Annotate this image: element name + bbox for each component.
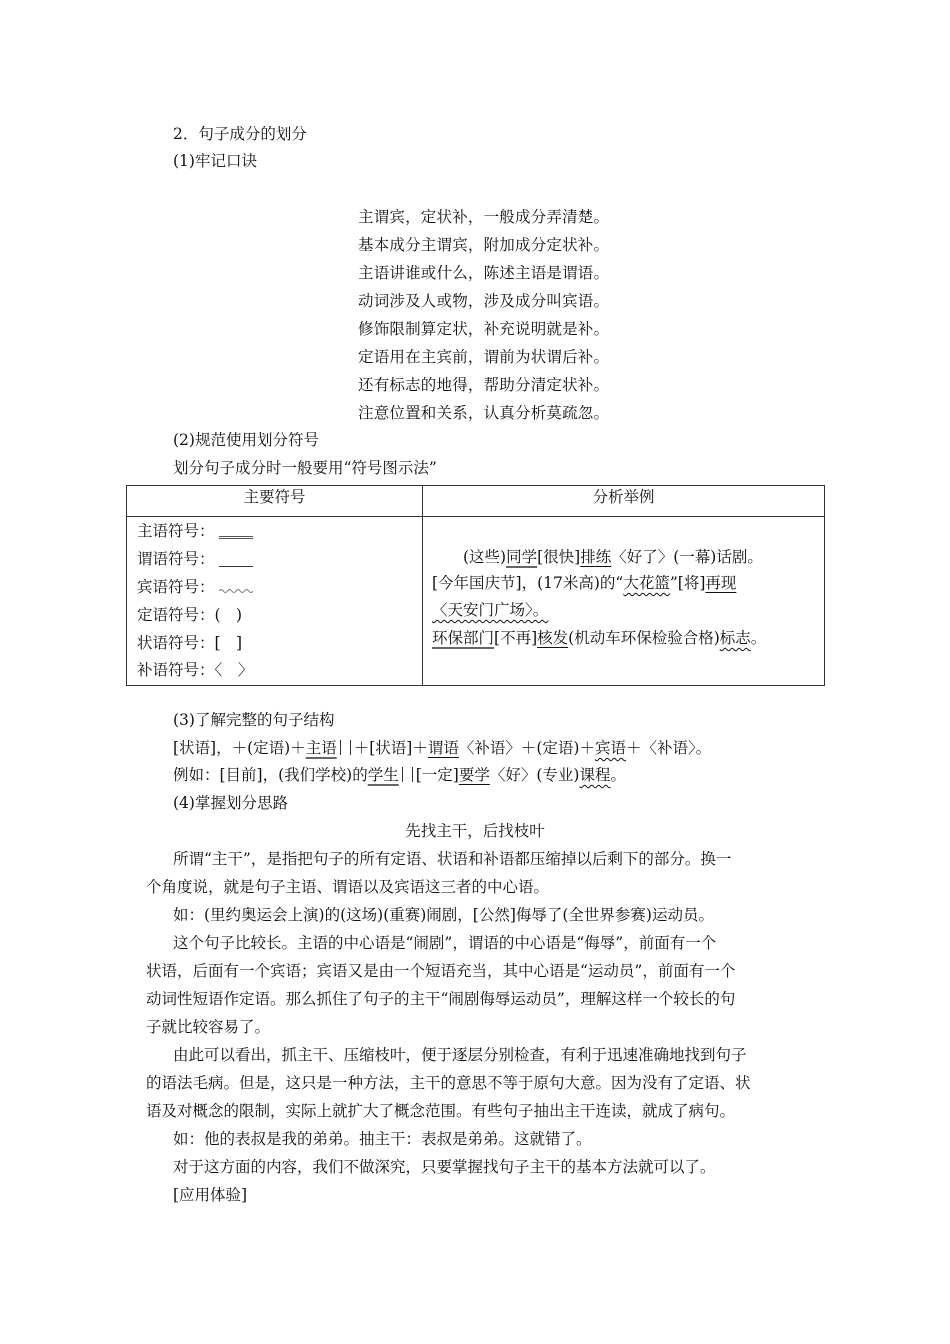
subject-symbol-row: 主语符号： [137,521,253,541]
poem-line: 基本成分主谓宾，附加成分定状补。 [358,236,610,254]
structure-example: 例如：[目前]，(我们学校)的学生 [一定]要学〈好〉(专业)课程。 [173,766,626,784]
adverbial-symbol-row: 状语符号：[ ] [137,634,243,652]
poem-line: 动词涉及人或物，涉及成分叫宾语。 [358,292,610,310]
section-label: [应用体验] [173,1186,248,1204]
subsection-title: (1)牢记口诀 [173,152,257,170]
predicate-symbol-row: 谓语符号： [137,549,253,569]
example-sentence: (这些)同学[很快]排练〈好了〉(一幕)话剧。 [463,548,763,566]
paragraph-line: 对于这方面的内容，我们不做深究，只要掌握找句子主干的基本方法就可以了。 [173,1158,716,1176]
subsection-title: (3)了解完整的句子结构 [173,711,335,729]
subsection-title: (2)规范使用划分符号 [173,431,319,449]
intro-text: 划分句子成分时一般要用“符号图示法” [173,459,437,477]
motto: 先找主干，后找枝叶 [405,822,545,840]
complement-symbol-row: 补语符号：〈 〉 [137,661,254,679]
example-sentence: 如：(里约奥运会上演)的(这场)(重赛)闹剧，[公然]侮辱了(全世界参赛)运动员。 [173,906,714,924]
table-header: 分析举例 [423,486,825,517]
single-underline-mark [219,554,253,567]
example-sentence: 如：他的表叔是我的弟弟。抽主干：表叔是弟弟。这就错了。 [173,1130,592,1148]
poem-line: 修饰限制算定状，补充说明就是补。 [358,320,610,338]
paragraph-line: 动词性短语作定语。那么抓住了句子的主干“闹剧侮辱运动员”，理解这样一个较长的句 [146,990,736,1008]
paragraph-line: 子就比较容易了。 [146,1018,271,1036]
paragraph-line: 个角度说，就是句子主语、谓语以及宾语这三者的中心语。 [146,878,550,896]
examples-cell [423,517,825,686]
attributive-symbol-row: 定语符号：( ) [137,606,243,624]
example-sentence: 环保部门[不再]核发(机动车环保检验合格)标志。 [432,629,767,647]
section-title: 2．句子成分的划分 [173,125,307,143]
divider-mark [340,740,351,755]
poem-line: 还有标志的地得，帮助分清定状补。 [358,376,610,394]
object-symbol-row: 宾语符号： [137,577,253,597]
paragraph-line: 由此可以看出，抓主干、压缩枝叶，便于逐层分别检查，有利于迅速准确地找到句子 [173,1046,747,1064]
symbols-cell [127,517,423,686]
paragraph-line: 所谓“主干”，是指把句子的所有定语、状语和补语都压缩掉以后剩下的部分。换一 [173,850,732,868]
paragraph-line: 这个句子比较长。主语的中心语是“闹剧”，谓语的中心语是“侮辱”，前面有一个 [173,934,717,952]
paragraph-line: 的语法毛病。但是，这只是一种方法，主干的意思不等于原句大意。因为没有了定语、状 [146,1074,751,1092]
structure-formula: [状语]，＋(定语)＋主语 ＋[状语]＋谓语〈补语〉＋(定语)＋宾语＋〈补语〉。 [173,739,712,757]
symbol-table [126,485,825,686]
poem-line: 主语讲谁或什么，陈述主语是谓语。 [358,264,610,282]
double-underline-mark [219,526,253,539]
subsection-title: (4)掌握划分思路 [173,794,288,812]
divider-mark [402,767,413,782]
wavy-underline-mark [219,581,253,595]
poem-line: 注意位置和关系，认真分析莫疏忽。 [358,404,610,422]
poem-line: 主谓宾，定状补，一般成分弄清楚。 [358,208,610,226]
table-header: 主要符号 [127,486,423,517]
example-sentence: 〈天安门广场〉。 [432,601,549,619]
paragraph-line: 状语，后面有一个宾语；宾语又是由一个短语充当，其中心语是“运动员”，前面有一个 [146,962,736,980]
example-sentence: [今年国庆节]，(17米高)的“大花篮”[将]再现 [432,574,737,592]
paragraph-line: 语及对概念的限制，实际上就扩大了概念范围。有些句子抽出主干连读，就成了病句。 [146,1102,736,1120]
poem-line: 定语用在主宾前，谓前为状谓后补。 [358,348,610,366]
